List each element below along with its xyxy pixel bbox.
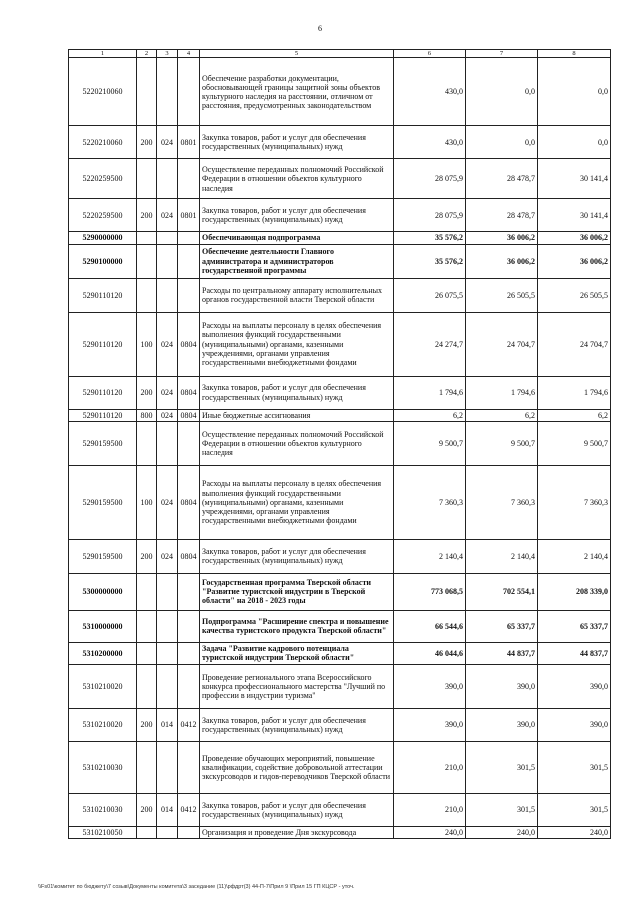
row-section-cell xyxy=(178,664,200,708)
row-expense-type-cell xyxy=(137,573,157,610)
row-section-cell: 0412 xyxy=(178,793,200,826)
row-section-cell: 0804 xyxy=(178,376,200,409)
row-section-cell xyxy=(178,244,200,278)
row-description-cell: Осуществление переданных полномочий Российской Федерации в отношении объектов культурного наследия xyxy=(200,421,394,465)
row-description-cell: Расходы на выплаты персоналу в целях обеспечения выполнения функций государственными (муниципальными) органами, казенными учреждениями, органами управления государственными внебюджетными фондами xyxy=(200,465,394,539)
row-expense-type-cell: 200 xyxy=(137,199,157,232)
row-value-2023-cell: 44 837,7 xyxy=(538,642,611,664)
table-row xyxy=(69,244,611,278)
row-section-cell: 0801 xyxy=(178,126,200,159)
row-value-2023-cell: 0,0 xyxy=(538,58,611,126)
row-description-cell: Закупка товаров, работ и услуг для обеспечения государственных (муниципальных) нужд xyxy=(200,793,394,826)
row-value-2022-cell: 24 704,7 xyxy=(466,312,538,376)
row-value-2023-cell: 9 500,7 xyxy=(538,421,611,465)
table-row xyxy=(69,465,611,539)
row-value-2021-cell: 390,0 xyxy=(394,664,466,708)
footer-file-path: \\Fs01\комитет по бюджету\7 созыв\Документы комитета\3 заседание (11)\рфдрт(3) 44-П-7\Прил 9 \Прил 15 ГП КЦСР - уточ. xyxy=(38,884,355,890)
row-value-2021-cell: 46 044,6 xyxy=(394,642,466,664)
row-value-2022-cell: 390,0 xyxy=(466,664,538,708)
row-code-cell: 5310210030 xyxy=(69,741,137,793)
row-value-2021-cell: 210,0 xyxy=(394,741,466,793)
row-value-2021-cell: 28 075,9 xyxy=(394,159,466,199)
row-ministry-cell xyxy=(157,421,178,465)
row-expense-type-cell: 200 xyxy=(137,126,157,159)
table-row xyxy=(69,376,611,409)
row-value-2022-cell: 9 500,7 xyxy=(466,421,538,465)
table-row xyxy=(69,312,611,376)
row-description-cell: Расходы по центральному аппарату исполнительных органов государственной власти Тверской области xyxy=(200,278,394,312)
row-expense-type-cell xyxy=(137,244,157,278)
row-value-2023-cell: 2 140,4 xyxy=(538,539,611,573)
row-section-cell: 0804 xyxy=(178,465,200,539)
row-value-2023-cell: 240,0 xyxy=(538,826,611,838)
table-row xyxy=(69,159,611,199)
table-body xyxy=(69,58,611,839)
row-ministry-cell xyxy=(157,58,178,126)
table-row xyxy=(69,232,611,244)
page-number: 6 xyxy=(318,24,322,33)
row-ministry-cell: 014 xyxy=(157,708,178,741)
row-value-2021-cell: 7 360,3 xyxy=(394,465,466,539)
row-value-2021-cell: 9 500,7 xyxy=(394,421,466,465)
row-expense-type-cell: 200 xyxy=(137,376,157,409)
row-value-2021-cell: 240,0 xyxy=(394,826,466,838)
row-value-2023-cell: 36 006,2 xyxy=(538,244,611,278)
row-value-2022-cell: 0,0 xyxy=(466,126,538,159)
row-value-2022-cell: 44 837,7 xyxy=(466,642,538,664)
row-value-2022-cell: 702 554,1 xyxy=(466,573,538,610)
row-ministry-cell: 024 xyxy=(157,199,178,232)
row-code-cell: 5290110120 xyxy=(69,376,137,409)
column-header: 2 xyxy=(137,50,157,58)
row-code-cell: 5310200000 xyxy=(69,642,137,664)
column-number-row xyxy=(69,50,611,58)
row-ministry-cell xyxy=(157,159,178,199)
table-row xyxy=(69,610,611,642)
row-code-cell: 5310210020 xyxy=(69,664,137,708)
row-code-cell: 5290159500 xyxy=(69,421,137,465)
row-value-2022-cell: 36 006,2 xyxy=(466,232,538,244)
row-section-cell xyxy=(178,741,200,793)
row-value-2022-cell: 28 478,7 xyxy=(466,159,538,199)
row-expense-type-cell: 200 xyxy=(137,539,157,573)
row-code-cell: 5290110120 xyxy=(69,409,137,421)
row-value-2022-cell: 28 478,7 xyxy=(466,199,538,232)
row-ministry-cell: 024 xyxy=(157,126,178,159)
table-row xyxy=(69,126,611,159)
row-expense-type-cell xyxy=(137,58,157,126)
row-ministry-cell: 014 xyxy=(157,793,178,826)
row-section-cell xyxy=(178,159,200,199)
row-ministry-cell xyxy=(157,573,178,610)
row-value-2021-cell: 66 544,6 xyxy=(394,610,466,642)
row-expense-type-cell xyxy=(137,159,157,199)
row-section-cell xyxy=(178,826,200,838)
budget-table xyxy=(68,49,611,839)
row-section-cell: 0412 xyxy=(178,708,200,741)
table-row xyxy=(69,199,611,232)
row-description-cell: Проведение регионального этапа Всероссийского конкурса профессионального мастерства "Лучший по профессии в индустрии туризма" xyxy=(200,664,394,708)
row-description-cell: Закупка товаров, работ и услуг для обеспечения государственных (муниципальных) нужд xyxy=(200,708,394,741)
table-row xyxy=(69,793,611,826)
row-expense-type-cell: 100 xyxy=(137,312,157,376)
row-description-cell: Задача "Развитие кадрового потенциала туристской индустрии Тверской области" xyxy=(200,642,394,664)
row-section-cell xyxy=(178,610,200,642)
row-description-cell: Обеспечение разработки документации, обосновывающей границы защитной зоны объектов культурного наследия на расстоянии, отличном от расстояния, предусмотренных законодательством xyxy=(200,58,394,126)
row-section-cell xyxy=(178,642,200,664)
row-code-cell: 5220259500 xyxy=(69,159,137,199)
row-code-cell: 5290100000 xyxy=(69,244,137,278)
row-expense-type-cell: 200 xyxy=(137,708,157,741)
row-value-2023-cell: 36 006,2 xyxy=(538,232,611,244)
row-value-2021-cell: 35 576,2 xyxy=(394,244,466,278)
row-ministry-cell xyxy=(157,278,178,312)
row-expense-type-cell xyxy=(137,278,157,312)
row-value-2021-cell: 26 075,5 xyxy=(394,278,466,312)
row-value-2023-cell: 208 339,0 xyxy=(538,573,611,610)
row-description-cell: Расходы на выплаты персоналу в целях обеспечения выполнения функций государственными (муниципальными) органами, казенными учреждениями, органами управления государственными внебюджетными фондами xyxy=(200,312,394,376)
row-expense-type-cell xyxy=(137,642,157,664)
row-code-cell: 5310000000 xyxy=(69,610,137,642)
row-value-2022-cell: 301,5 xyxy=(466,793,538,826)
row-value-2023-cell: 0,0 xyxy=(538,126,611,159)
row-value-2021-cell: 773 068,5 xyxy=(394,573,466,610)
table-row xyxy=(69,642,611,664)
table-row xyxy=(69,421,611,465)
row-value-2021-cell: 24 274,7 xyxy=(394,312,466,376)
row-code-cell: 5300000000 xyxy=(69,573,137,610)
table-row xyxy=(69,708,611,741)
row-value-2023-cell: 301,5 xyxy=(538,741,611,793)
table-row xyxy=(69,58,611,126)
row-description-cell: Закупка товаров, работ и услуг для обеспечения государственных (муниципальных) нужд xyxy=(200,376,394,409)
row-section-cell xyxy=(178,58,200,126)
row-value-2022-cell: 301,5 xyxy=(466,741,538,793)
row-code-cell: 5220259500 xyxy=(69,199,137,232)
column-header: 8 xyxy=(538,50,611,58)
row-description-cell: Закупка товаров, работ и услуг для обеспечения государственных (муниципальных) нужд xyxy=(200,126,394,159)
row-ministry-cell: 024 xyxy=(157,409,178,421)
row-description-cell: Обеспечивающая подпрограмма xyxy=(200,232,394,244)
row-description-cell: Обеспечение деятельности Главного администратора и администраторов государственной программы xyxy=(200,244,394,278)
column-header: 1 xyxy=(69,50,137,58)
row-value-2022-cell: 390,0 xyxy=(466,708,538,741)
row-ministry-cell xyxy=(157,826,178,838)
table-row xyxy=(69,826,611,838)
row-value-2022-cell: 36 006,2 xyxy=(466,244,538,278)
row-section-cell: 0804 xyxy=(178,312,200,376)
row-description-cell: Закупка товаров, работ и услуг для обеспечения государственных (муниципальных) нужд xyxy=(200,199,394,232)
row-value-2021-cell: 6,2 xyxy=(394,409,466,421)
table-row xyxy=(69,409,611,421)
table-row xyxy=(69,539,611,573)
row-value-2023-cell: 390,0 xyxy=(538,664,611,708)
row-expense-type-cell xyxy=(137,664,157,708)
table-row xyxy=(69,278,611,312)
row-code-cell: 5290000000 xyxy=(69,232,137,244)
row-value-2022-cell: 0,0 xyxy=(466,58,538,126)
row-section-cell xyxy=(178,573,200,610)
row-code-cell: 5290110120 xyxy=(69,278,137,312)
column-header: 3 xyxy=(157,50,178,58)
row-ministry-cell: 024 xyxy=(157,376,178,409)
row-code-cell: 5290159500 xyxy=(69,539,137,573)
row-expense-type-cell xyxy=(137,826,157,838)
row-ministry-cell xyxy=(157,741,178,793)
row-value-2021-cell: 430,0 xyxy=(394,126,466,159)
row-ministry-cell: 024 xyxy=(157,539,178,573)
row-value-2023-cell: 390,0 xyxy=(538,708,611,741)
row-section-cell xyxy=(178,232,200,244)
row-value-2023-cell: 30 141,4 xyxy=(538,199,611,232)
row-expense-type-cell: 200 xyxy=(137,793,157,826)
row-ministry-cell xyxy=(157,610,178,642)
row-value-2021-cell: 2 140,4 xyxy=(394,539,466,573)
row-value-2023-cell: 301,5 xyxy=(538,793,611,826)
table-row xyxy=(69,664,611,708)
row-code-cell: 5310210030 xyxy=(69,793,137,826)
row-ministry-cell: 024 xyxy=(157,465,178,539)
row-value-2023-cell: 1 794,6 xyxy=(538,376,611,409)
row-expense-type-cell xyxy=(137,421,157,465)
row-value-2022-cell: 6,2 xyxy=(466,409,538,421)
table-row xyxy=(69,741,611,793)
row-section-cell: 0804 xyxy=(178,409,200,421)
row-value-2023-cell: 24 704,7 xyxy=(538,312,611,376)
row-description-cell: Осуществление переданных полномочий Российской Федерации в отношении объектов культурного наследия xyxy=(200,159,394,199)
row-value-2022-cell: 7 360,3 xyxy=(466,465,538,539)
row-description-cell: Подпрограмма "Расширение спектра и повышение качества туристского продукта Тверской области" xyxy=(200,610,394,642)
row-value-2023-cell: 30 141,4 xyxy=(538,159,611,199)
row-ministry-cell xyxy=(157,232,178,244)
column-header: 5 xyxy=(200,50,394,58)
row-value-2021-cell: 35 576,2 xyxy=(394,232,466,244)
row-value-2021-cell: 1 794,6 xyxy=(394,376,466,409)
row-section-cell: 0801 xyxy=(178,199,200,232)
row-ministry-cell xyxy=(157,642,178,664)
row-section-cell: 0804 xyxy=(178,539,200,573)
row-section-cell xyxy=(178,421,200,465)
row-description-cell: Проведение обучающих мероприятий, повышение квалификации, содействие добровольной аттестации экскурсоводов и гидов-переводчиков Тверской области xyxy=(200,741,394,793)
row-description-cell: Закупка товаров, работ и услуг для обеспечения государственных (муниципальных) нужд xyxy=(200,539,394,573)
table-row xyxy=(69,573,611,610)
row-section-cell xyxy=(178,278,200,312)
row-value-2023-cell: 65 337,7 xyxy=(538,610,611,642)
row-code-cell: 5290110120 xyxy=(69,312,137,376)
column-header: 4 xyxy=(178,50,200,58)
row-value-2022-cell: 2 140,4 xyxy=(466,539,538,573)
row-ministry-cell xyxy=(157,244,178,278)
row-description-cell: Организация и проведение Дня экскурсовода xyxy=(200,826,394,838)
column-header: 6 xyxy=(394,50,466,58)
row-expense-type-cell xyxy=(137,232,157,244)
row-description-cell: Государственная программа Тверской области "Развитие туристской индустрии в Тверской области" на 2018 - 2023 годы xyxy=(200,573,394,610)
row-value-2023-cell: 6,2 xyxy=(538,409,611,421)
row-expense-type-cell xyxy=(137,610,157,642)
row-value-2021-cell: 28 075,9 xyxy=(394,199,466,232)
row-value-2022-cell: 1 794,6 xyxy=(466,376,538,409)
row-value-2021-cell: 210,0 xyxy=(394,793,466,826)
column-header: 7 xyxy=(466,50,538,58)
row-expense-type-cell: 100 xyxy=(137,465,157,539)
row-value-2022-cell: 240,0 xyxy=(466,826,538,838)
row-expense-type-cell xyxy=(137,741,157,793)
row-code-cell: 5310210020 xyxy=(69,708,137,741)
row-description-cell: Иные бюджетные ассигнования xyxy=(200,409,394,421)
row-code-cell: 5220210060 xyxy=(69,126,137,159)
row-value-2022-cell: 26 505,5 xyxy=(466,278,538,312)
row-value-2023-cell: 7 360,3 xyxy=(538,465,611,539)
row-value-2022-cell: 65 337,7 xyxy=(466,610,538,642)
row-value-2023-cell: 26 505,5 xyxy=(538,278,611,312)
row-value-2021-cell: 430,0 xyxy=(394,58,466,126)
row-code-cell: 5220210060 xyxy=(69,58,137,126)
row-code-cell: 5290159500 xyxy=(69,465,137,539)
row-ministry-cell: 024 xyxy=(157,312,178,376)
row-code-cell: 5310210050 xyxy=(69,826,137,838)
row-ministry-cell xyxy=(157,664,178,708)
row-expense-type-cell: 800 xyxy=(137,409,157,421)
row-value-2021-cell: 390,0 xyxy=(394,708,466,741)
